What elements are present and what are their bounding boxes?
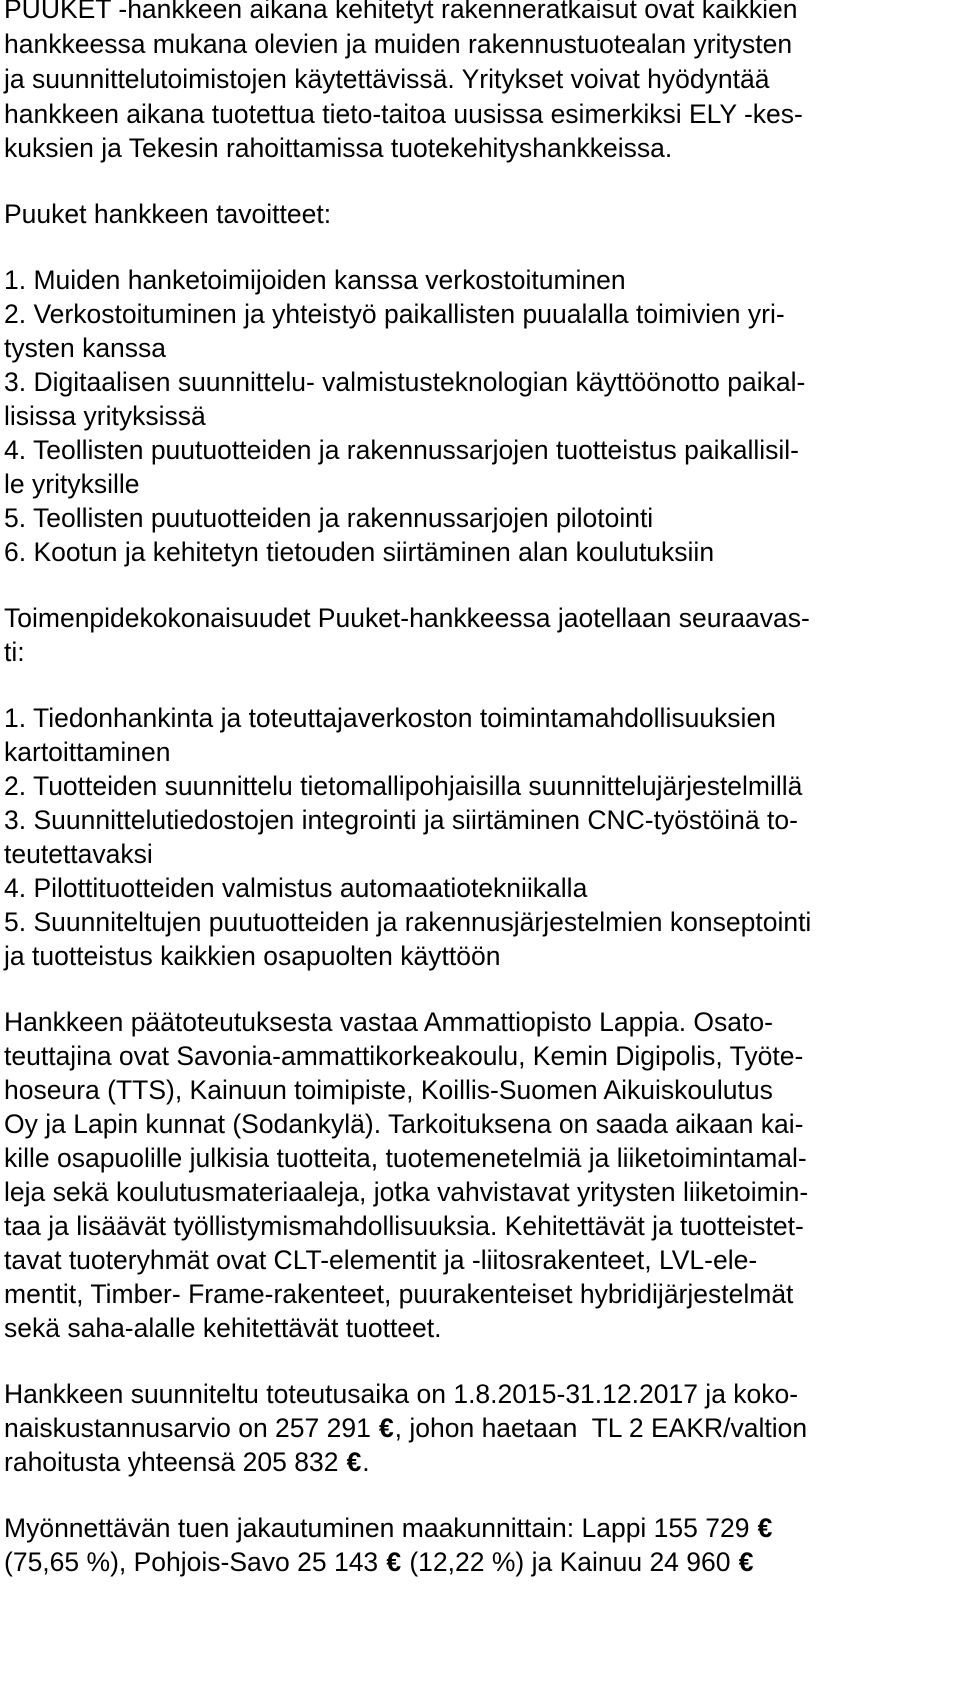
measures-heading: Toimenpidekokonaisuudet Puuket-hankkeessa jaotellaan seuraavas- [4,603,810,633]
intro-line: hankkeen aikana tuotettua tieto-taitoa uusissa esimerkiksi ELY -kes- [4,99,803,129]
budget-line [4,1411,807,1445]
funding-text: . [362,1447,370,1477]
responsibility-line: taa ja lisäävät työllistymismahdollisuuksia. Kehitettävät ja tuotteistet- [4,1211,804,1241]
goal-line: 6. Kootun ja kehitetyn tietouden siirtäminen alan koulutuksiin [4,537,715,567]
goal-line: 4. Teollisten puutuotteiden ja rakennussarjojen tuotteistus paikallisil- [4,435,799,465]
funding-text: rahoitusta yhteensä 205 832 [4,1447,346,1477]
measure-line: 3. Suunnittelutiedostojen integrointi ja siirtäminen CNC-työstöinä to- [4,805,798,835]
responsibility-line: Hankkeen päätoteutuksesta vastaa Ammattiopisto Lappia. Osato- [4,1007,773,1037]
goal-line: 2. Verkostoituminen ja yhteistyö paikallisten puualalla toimivien yri- [4,299,785,329]
responsibility-line: Oy ja Lapin kunnat (Sodankylä). Tarkoituksena on saada aikaan kai- [4,1109,804,1139]
intro-line: kuksien ja Tekesin rahoittamissa tuotekehityshankkeissa. [4,133,673,163]
euro-symbol: € [346,1447,362,1477]
distribution-text: (75,65 %), Pohjois-Savo 25 143 [4,1547,386,1577]
goals-heading: Puuket hankkeen tavoitteet: [4,199,332,229]
measure-line: 5. Suunniteltujen puutuotteiden ja rakennusjärjestelmien konseptointi [4,907,812,937]
goal-line: lisissa yrityksissä [4,401,206,431]
distribution-line [4,1545,754,1579]
measure-line: 4. Pilottituotteiden valmistus automaatiotekniikalla [4,873,588,903]
distribution-text: (12,22 %) ja Kainuu 24 960 [401,1547,738,1577]
goal-line: 5. Teollisten puutuotteiden ja rakennussarjojen pilotointi [4,503,654,533]
goal-line: tysten kanssa [4,333,167,363]
schedule-line: Hankkeen suunniteltu toteutusaika on 1.8.2015-31.12.2017 ja koko- [4,1379,799,1409]
responsibility-line: hoseura (TTS), Kainuun toimipiste, Koillis-Suomen Aikuiskoulutus [4,1075,773,1105]
intro-line: ja suunnittelutoimistojen käytettävissä. Yritykset voivat hyödyntää [4,64,770,94]
responsibility-line: leja sekä koulutusmateriaaleja, jotka vahvistavat yritysten liiketoimin- [4,1177,809,1207]
euro-symbol: € [757,1513,773,1543]
responsibility-line: tavat tuoteryhmät ovat CLT-elementit ja -liitosrakenteet, LVL-ele- [4,1245,758,1275]
responsibility-line: kille osapuolille julkisia tuotteita, tuotemenetelmiä ja liiketoimintamal- [4,1143,807,1173]
budget-text: , johon haetaan TL 2 EAKR/valtion [394,1413,808,1443]
distribution-text: Myönnettävän tuen jakautuminen maakunnittain: Lappi 155 729 [4,1513,757,1543]
responsibility-line: sekä saha-alalle kehitettävät tuotteet. [4,1313,442,1343]
distribution-line [4,1511,773,1545]
measure-line: teutettavaksi [4,839,153,869]
euro-symbol: € [379,1413,394,1443]
responsibility-line: mentit, Timber- Frame-rakenteet, puurakenteiset hybridijärjestelmät [4,1279,794,1309]
measure-line: 1. Tiedonhankinta ja toteuttajaverkoston toimintamahdollisuuksien [4,703,776,733]
budget-text: naiskustannusarvio on 257 291 [4,1413,379,1443]
intro-line: PUUKET -hankkeen aikana kehitetyt rakenneratkaisut ovat kaikkien [4,0,798,24]
goal-line: le yrityksille [4,469,140,499]
measure-line: ja tuotteistus kaikkien osapuolten käyttöön [4,941,501,971]
responsibility-line: teuttajina ovat Savonia-ammattikorkeakoulu, Kemin Digipolis, Työte- [4,1041,804,1071]
euro-symbol: € [386,1547,402,1577]
euro-symbol: € [738,1547,754,1577]
funding-line [4,1445,370,1479]
measure-line: kartoittaminen [4,737,171,767]
measure-line: 2. Tuotteiden suunnittelu tietomallipohjaisilla suunnittelujärjestelmillä [4,771,803,801]
goal-line: 3. Digitaalisen suunnittelu- valmistusteknologian käyttöönotto paikal- [4,367,806,397]
intro-line: hankkeessa mukana olevien ja muiden rakennustuotealan yritysten [4,29,793,59]
goal-line: 1. Muiden hanketoimijoiden kanssa verkostoituminen [4,265,626,295]
measures-heading: ti: [4,637,25,667]
